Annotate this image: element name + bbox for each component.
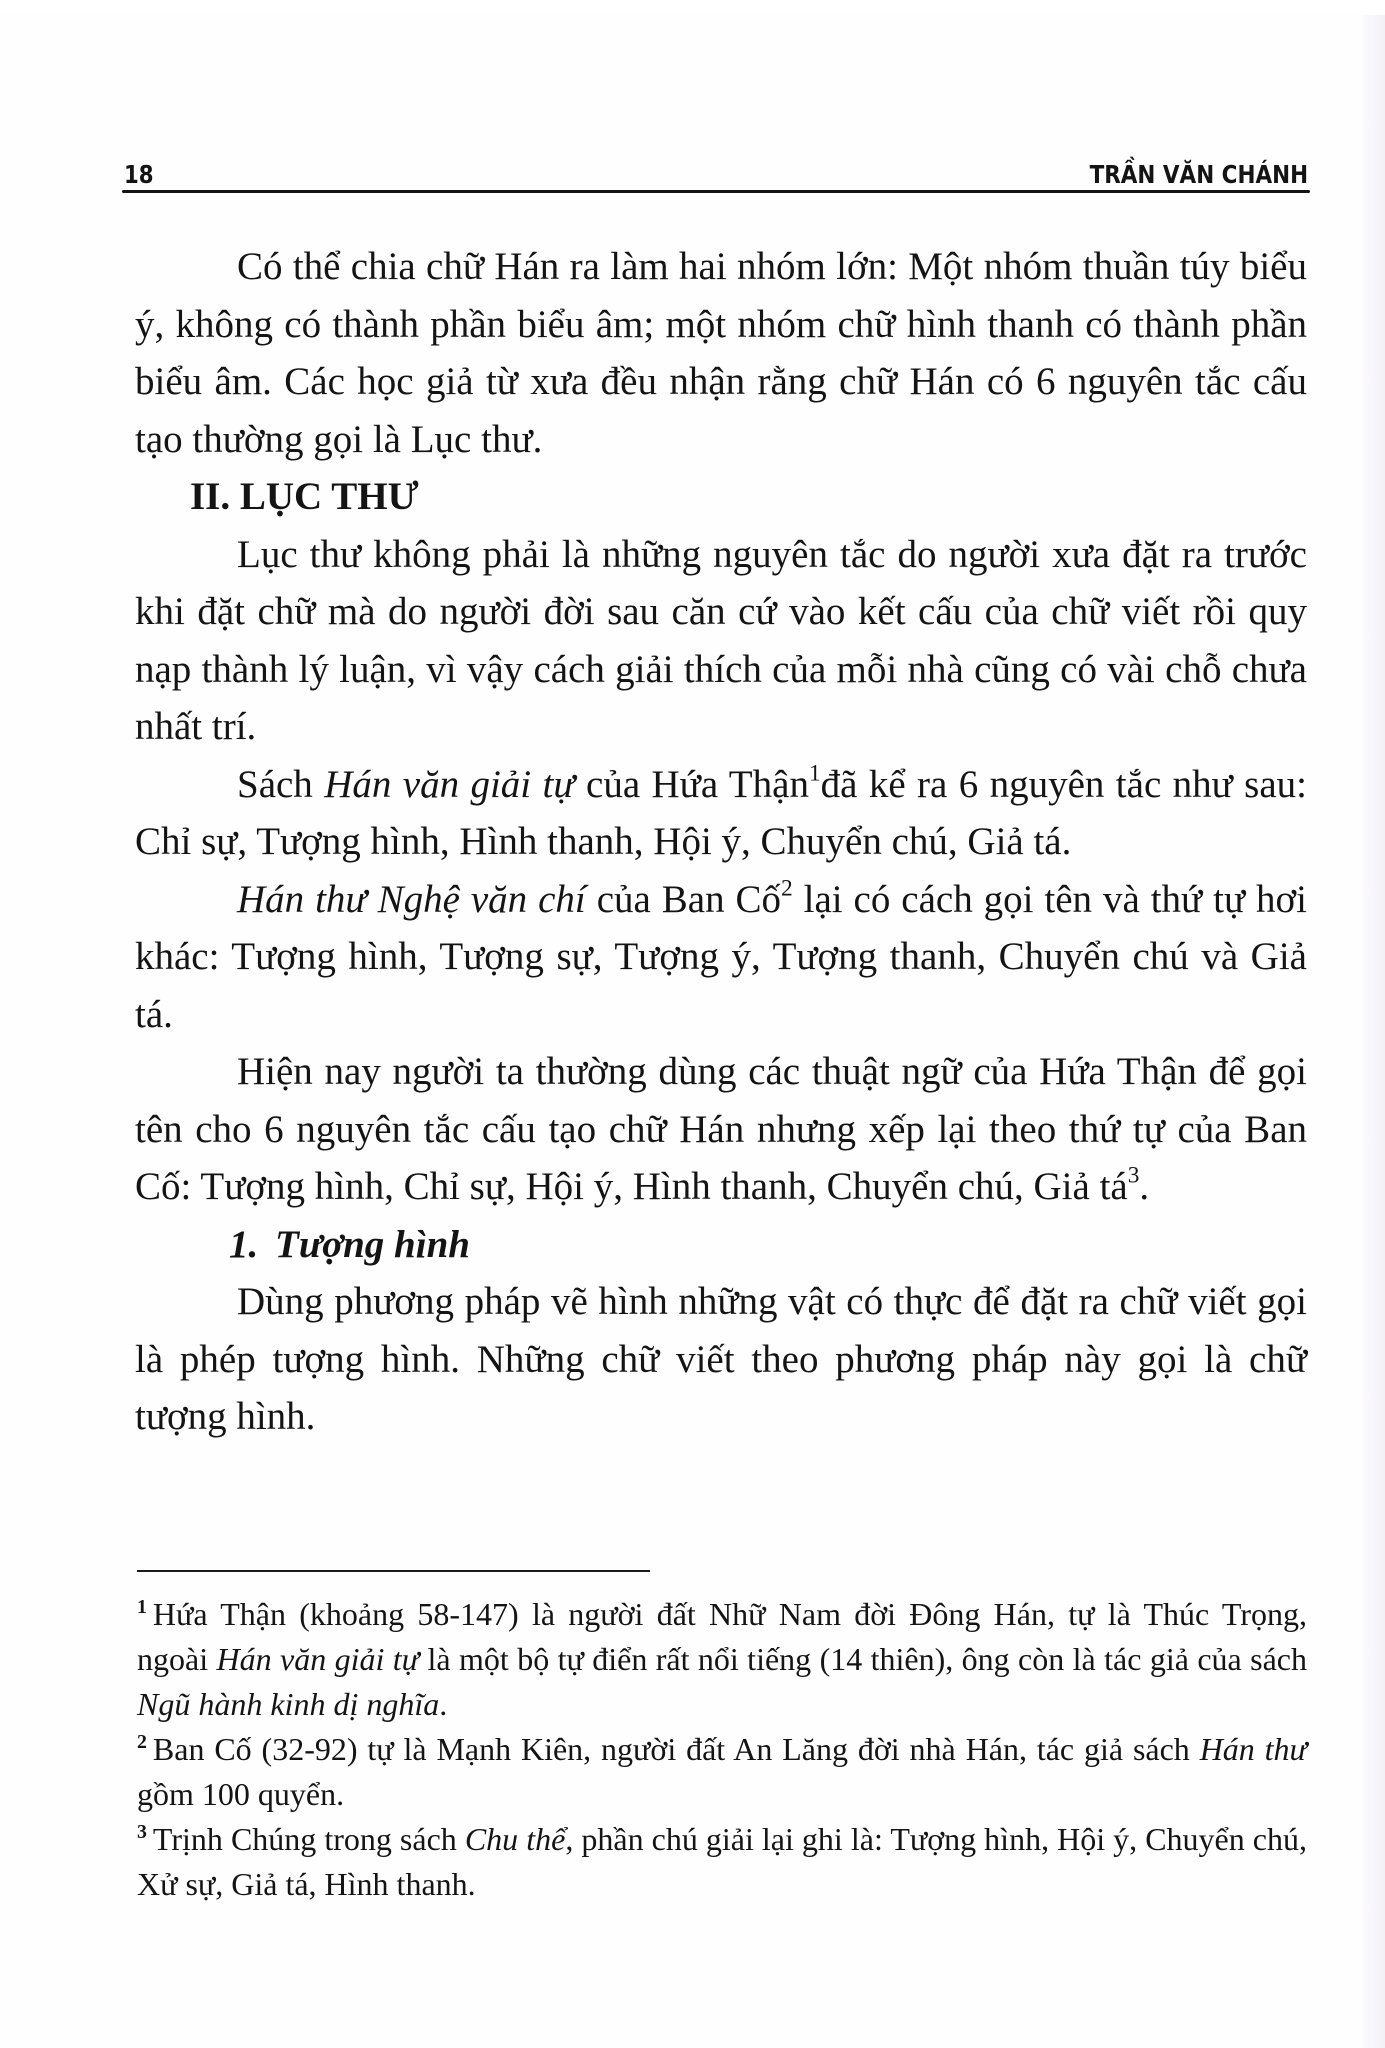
footnote-text: Hứa Thận (khoảng 58-147) là người đất Nhữ Nam đời Đông Hán, tự là Thúc Trọng, ngoài [137, 1596, 1307, 1677]
paragraph-tail: đã kể ra 6 nguyên tắc như sau: Chỉ sự, Tượng hình, Hình thanh, Hội ý, Chuyển chú, Giả tá. [135, 762, 1307, 863]
paragraph-lead: Sách [237, 762, 325, 806]
paragraph-mid: của Hứa Thận [574, 762, 809, 806]
footnote-book-title: Hán văn giải tự [216, 1641, 420, 1677]
footnote-ref-3[interactable]: 3 [1127, 1162, 1140, 1189]
paragraph-han-van-giai-tu [135, 756, 1307, 871]
subsection-title: Tượng hình [275, 1222, 470, 1266]
footnote-text: . [439, 1686, 448, 1722]
footnote-book-title: Chu thể [464, 1821, 566, 1857]
body-text [135, 238, 1307, 1446]
paragraph-han-thu [135, 871, 1307, 1044]
paragraph-end: . [1139, 1165, 1150, 1208]
footnote-ref-2[interactable]: 2 [781, 875, 793, 902]
footnote-mark: 2 [137, 1731, 147, 1754]
book-title-han-thu-nghe-van-chi: Hán thư Nghệ văn chí [237, 877, 586, 921]
footnote-separator [137, 1570, 650, 1572]
footnote-text: gồm 100 quyển. [137, 1776, 345, 1812]
header-rule [122, 190, 1310, 193]
footnote-text: là một bộ tự điển rất nổi tiếng (14 thiên), ông còn là tác giả của sách [419, 1641, 1308, 1677]
intro-paragraph: Có thể chia chữ Hán ra làm hai nhóm lớn: Một nhóm thuần túy biểu ý, không có thành phần biểu âm; một nhóm chữ hình thanh có thành phần biểu âm. Các học giả từ xưa đều nhận rằng chữ Hán có 6 nguyên tắc cấu tạo thường gọi là Lục thư. [135, 245, 1307, 461]
footnotes [137, 1592, 1307, 1907]
running-title-author: TRẦN VĂN CHÁNH [1089, 160, 1308, 189]
paragraph-tuong-hinh: Dùng phương pháp vẽ hình những vật có thực để đặt ra chữ viết gọi là phép tượng hình. Những chữ viết theo phương pháp này gọi là chữ tượng hình. [135, 1280, 1307, 1438]
paragraph-mid: của Ban Cố [585, 877, 782, 921]
subsection-number: 1. [229, 1222, 259, 1266]
page-number: 18 [124, 160, 154, 189]
footnote-ref-1[interactable]: 1 [808, 760, 821, 787]
footnote-text: Trịnh Chúng trong sách [152, 1821, 465, 1857]
footnote-book-title: Ngũ hành kinh dị nghĩa [137, 1686, 440, 1722]
paragraph-text: Hiện nay người ta thường dùng các thuật ngữ của Hứa Thận để gọi tên cho 6 nguyên tắc cấu tạo chữ Hán nhưng xếp lại theo thứ tự của Ban Cố: Tượng hình, Chỉ sự, Hội ý, Hình thanh, Chuyển chú, Giả tá [135, 1050, 1307, 1208]
scan-top-strip [0, 0, 1385, 14]
paragraph-luc-thu: Lục thư không phải là những nguyên tắc do người xưa đặt ra trước khi đặt chữ mà do người đời sau căn cứ vào kết cấu của chữ viết rồi quy nạp thành lý luận, vì vậy cách giải thích của mỗi nhà cũng có vài chỗ chưa nhất trí. [135, 532, 1307, 748]
page-edge-shadow [1363, 15, 1385, 2048]
paragraph-tail: lại có cách gọi tên và thứ tự hơi khác: Tượng hình, Tượng sự, Tượng ý, Tượng thanh, Chuyển chú và Giả tá. [135, 877, 1307, 1036]
subsection-heading [135, 1216, 1307, 1274]
footnote-text: , phần chú giải lại ghi là: Tượng hình, Hội ý, Chuyển chú, Xử sự, Giả tá, Hình thanh. [137, 1821, 1307, 1902]
footnote-3 [137, 1817, 1307, 1907]
footnote-book-title: Hán thư [1199, 1731, 1308, 1767]
section-heading: II. LỤC THƯ [190, 475, 419, 518]
footnote-2 [137, 1727, 1307, 1817]
book-title-han-van-giai-tu: Hán văn giải tự [324, 762, 575, 806]
paragraph-hien-nay [135, 1043, 1307, 1216]
footnote-mark: 1 [137, 1596, 147, 1619]
footnote-text: Ban Cố (32-92) tự là Mạnh Kiên, người đất An Lăng đời nhà Hán, tác giả sách [152, 1731, 1200, 1767]
footnote-mark: 3 [137, 1821, 147, 1844]
footnote-1 [137, 1592, 1307, 1727]
